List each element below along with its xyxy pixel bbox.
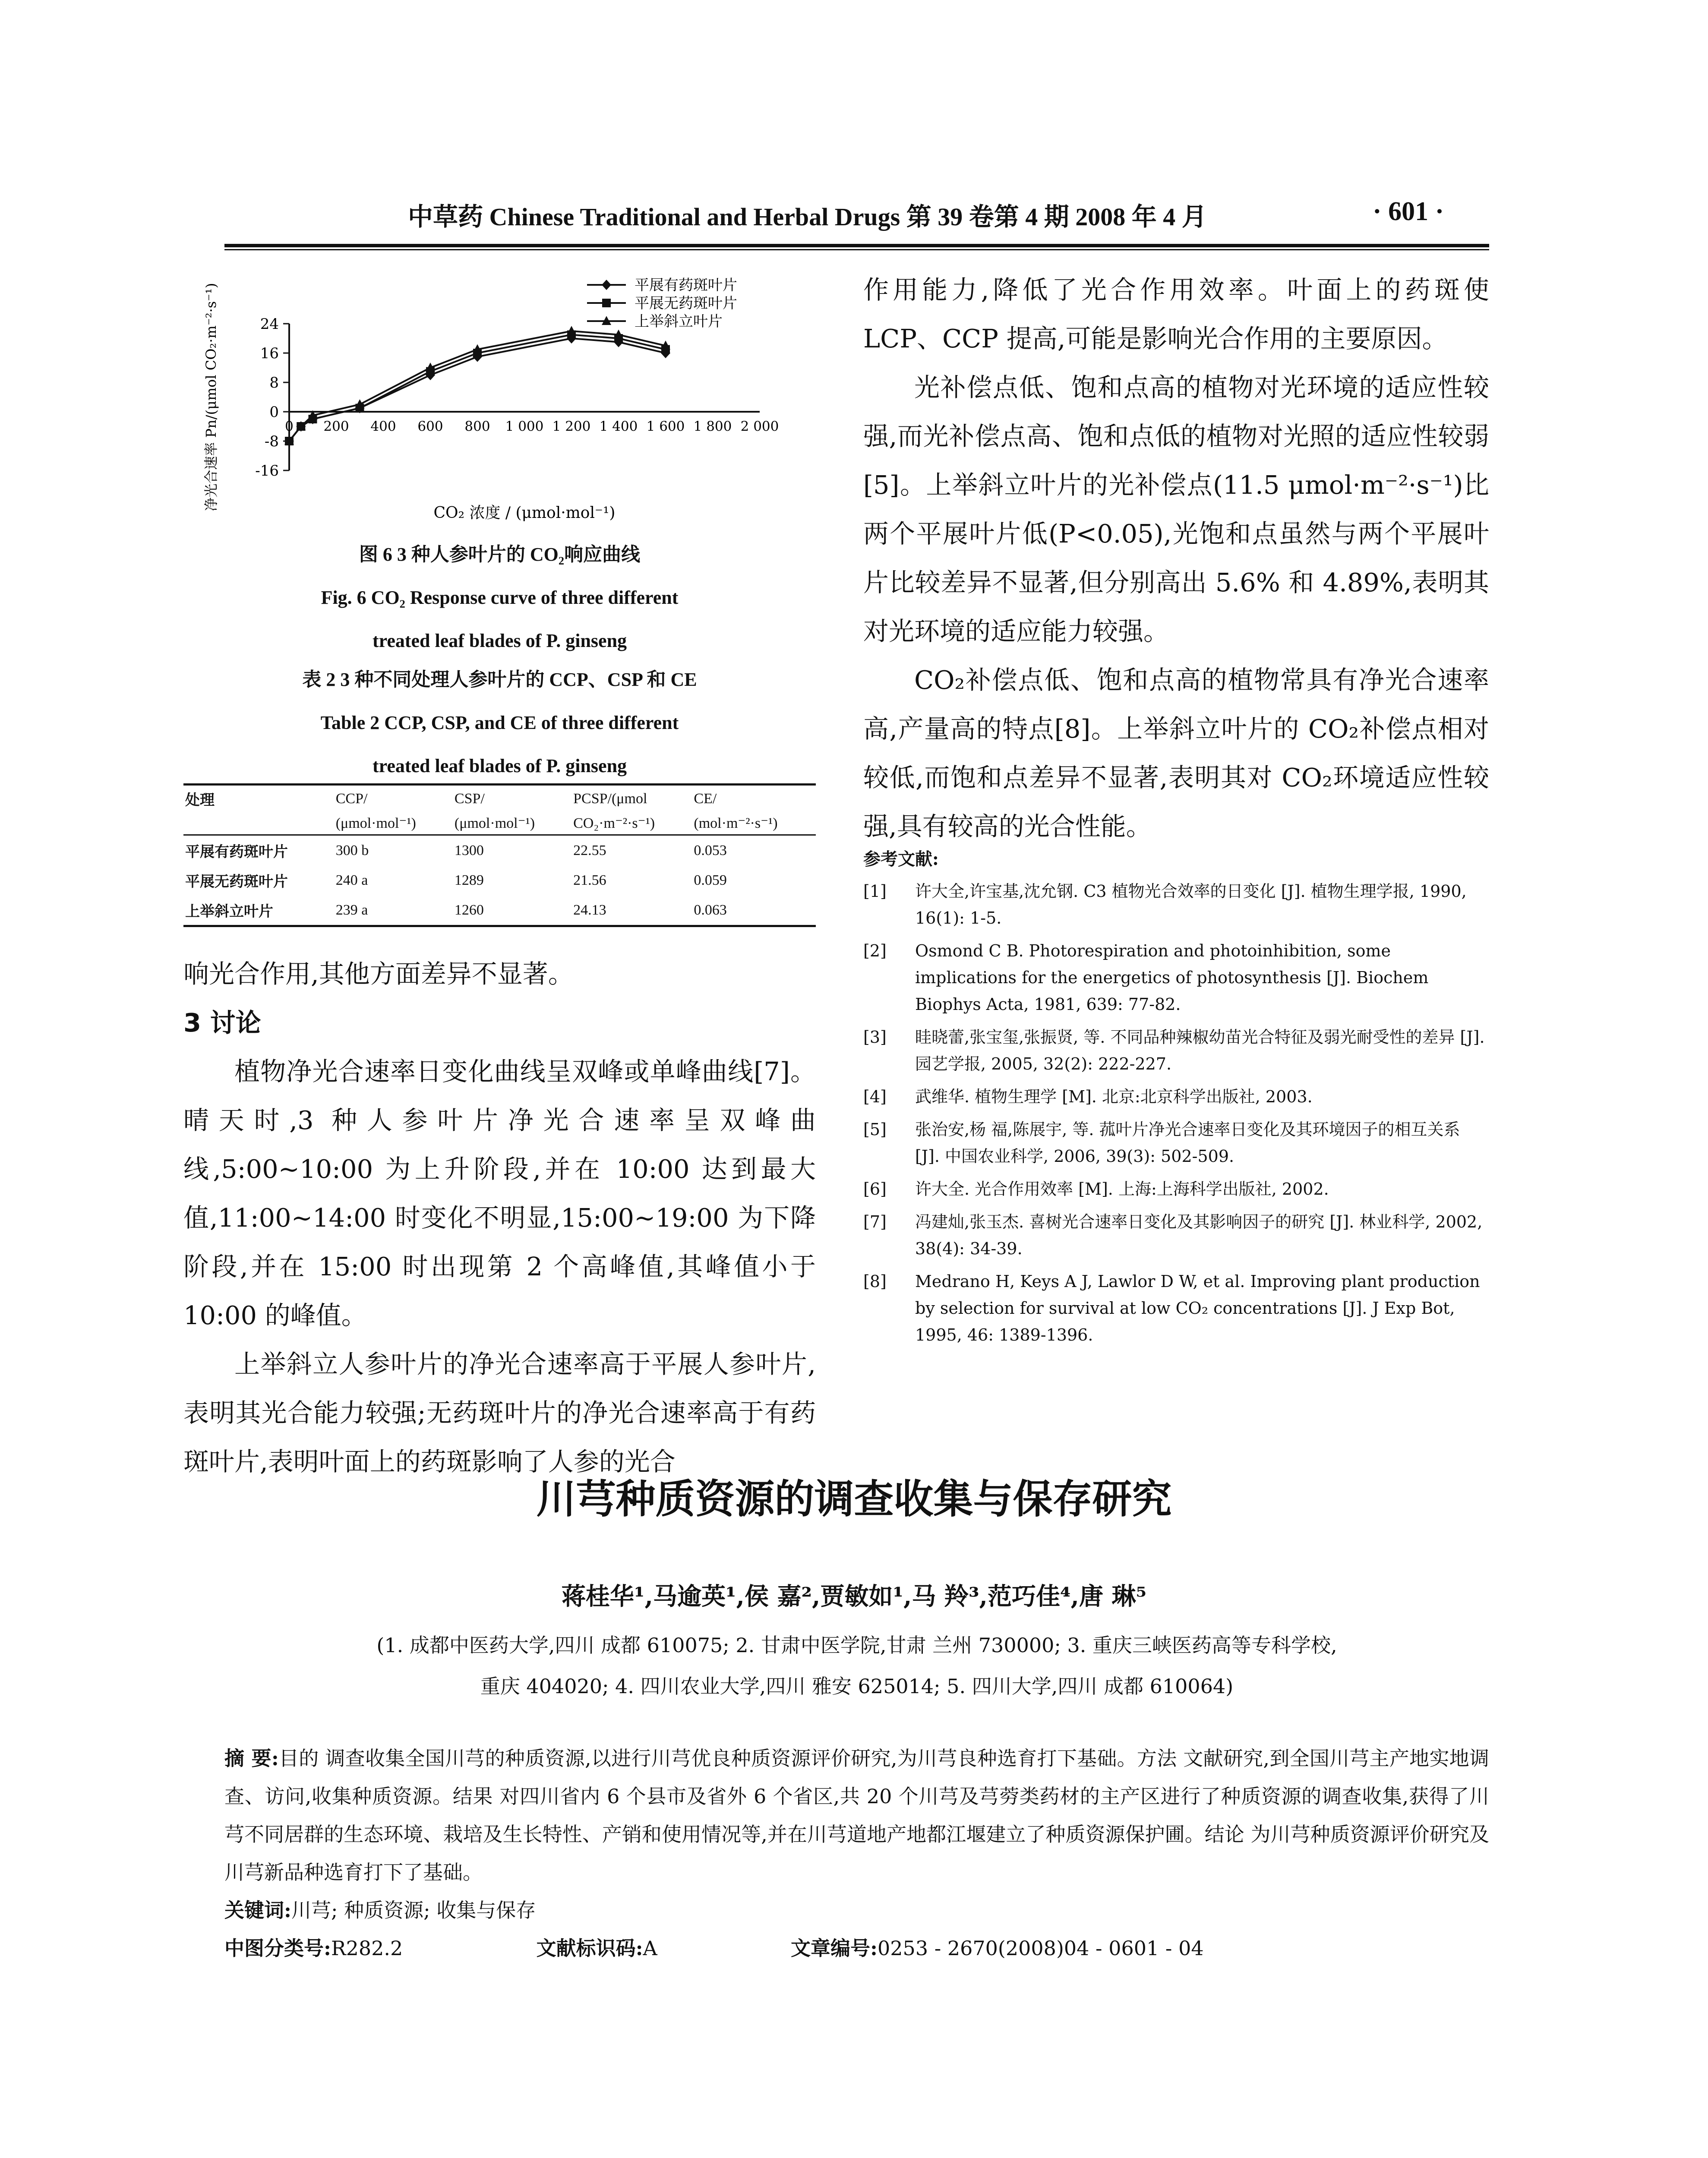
x-axis-label: CO₂ 浓度 / (μmol·mol⁻¹) [433, 504, 616, 522]
affiliation-line: 重庆 404020; 4. 四川农业大学,四川 雅安 625014; 5. 四川大学,四川 成都 610064) [480, 1675, 1234, 1698]
x-tick-label: 400 [370, 419, 396, 434]
x-tick-label: 1 200 [552, 419, 591, 434]
table-row [183, 895, 816, 926]
class-label: 中图分类号: [224, 1937, 331, 1960]
table-row [183, 835, 816, 866]
reference-text: 冯建灿,张玉杰. 喜树光合速率日变化及其影响因子的研究 [J]. 林业科学, 2002, 38(4): 34-39. [915, 1212, 1483, 1258]
article-affiliations [224, 1625, 1489, 1707]
x-tick-label: 1 800 [693, 419, 732, 434]
table-cell: 0.059 [694, 872, 727, 888]
table-2-caption [183, 658, 816, 788]
table-subheader-cell: (mol·m⁻²·s⁻¹) [694, 815, 778, 831]
table-cell: 上举斜立叶片 [185, 904, 273, 920]
table-header-cell: 处理 [185, 792, 215, 808]
reference-number: [8] [863, 1272, 887, 1291]
reference-number: [1] [863, 882, 887, 901]
doc-code-label: 文献标识码: [536, 1937, 643, 1960]
table-cell: 239 a [335, 902, 368, 918]
paragraph: 光补偿点低、饱和点高的植物对光环境的适应性较强,而光补偿点高、饱和点低的植物对光照的适应性较弱[5]。上举斜立叶片的光补偿点(11.5 μmol·m⁻²·s⁻¹)比两个平展叶片低(P<0.05),光饱和点虽然与两个平展叶片比较差异不显著,但分别高出 5.6% 和 4.89%,表明其对光环境的适应能力较强。 [863, 372, 1489, 646]
reference-number: [3] [863, 1028, 887, 1047]
reference-item [863, 878, 1489, 931]
y-tick-label: -8 [264, 433, 279, 450]
x-tick-label: 0 [285, 419, 294, 434]
y-tick-label: 0 [269, 404, 279, 421]
paragraph: 作用能力,降低了光合作用效率。叶面上的药斑使 LCP、CCP 提高,可能是影响光合作用的主要原因。 [863, 275, 1489, 353]
article-authors: 蒋桂华¹,马逾英¹,侯 嘉²,贾敏如¹,马 羚³,范巧佳⁴,唐 琳⁵ [561, 1582, 1147, 1611]
x-tick-label: 2 000 [740, 419, 779, 434]
reference-text: 张治安,杨 福,陈展宇, 等. 菰叶片净光合速率日变化及其环境因子的相互关系 [J]. 中国农业科学, 2006, 39(3): 502-509. [915, 1120, 1460, 1166]
y-tick-label: 16 [260, 345, 279, 362]
reference-item [863, 1208, 1489, 1262]
affiliation-line: (1. 成都中医药大学,四川 成都 610075; 2. 甘肃中医学院,甘肃 兰州 730000; 3. 重庆三峡医药高等专科学校, [376, 1634, 1337, 1657]
reference-number: [7] [863, 1212, 887, 1231]
table-cell: 300 b [335, 842, 369, 858]
paragraph: 植物净光合速率日变化曲线呈双峰或单峰曲线[7]。晴天时,3 种人参叶片净光合速率呈双峰曲线,5:00~10:00 为上升阶段,并在 10:00 达到最大值,11:00~14:00 时变化不明显,15:00~19:00 为下降阶段,并在 15:00 时出现第 2 个高峰值,其峰值小于 10:00 的峰值。 [183, 1057, 816, 1330]
table-cell: 240 a [335, 872, 368, 888]
reference-text: 眭晓蕾,张宝玺,张振贤, 等. 不同品种辣椒幼苗光合特征及弱光耐受性的差异 [J]. 园艺学报, 2005, 32(2): 222-227. [915, 1028, 1485, 1073]
figure-6-caption [183, 533, 816, 663]
y-axis-label: 净光合速率 Pn/(μmol CO₂·m⁻²·s⁻¹) [203, 283, 219, 511]
x-tick-label: 1 600 [646, 419, 685, 434]
reference-item [863, 1176, 1489, 1202]
y-tick-label: -16 [255, 462, 279, 480]
y-tick-label: 24 [260, 315, 279, 333]
table-cell: 24.13 [573, 902, 606, 918]
journal-header: 中草药 Chinese Traditional and Herbal Drugs 第 39 卷第 4 期 2008 年 4 月 [408, 203, 1207, 231]
x-tick-label: 800 [464, 419, 490, 434]
doc-code-value: A [643, 1937, 657, 1960]
class-value: R282.2 [331, 1937, 403, 1960]
table-cell: 1300 [454, 842, 484, 858]
article-number-value: 0253 - 2670(2008)04 - 0601 - 04 [878, 1937, 1204, 1960]
table-header-cell: CSP/ [454, 790, 485, 807]
table-subheader-row [183, 812, 816, 835]
keywords-text: 川芎; 种质资源; 收集与保存 [291, 1899, 536, 1922]
x-tick-label: 1 000 [505, 419, 544, 434]
table-cell: 1289 [454, 872, 484, 888]
legend-label: 上举斜立叶片 [635, 313, 723, 330]
reference-item [863, 1083, 1489, 1110]
reference-text: 武维华. 植物生理学 [M]. 北京:北京科学出版社, 2003. [915, 1087, 1313, 1106]
table-header-cell: PCSP/(μmol [573, 790, 647, 807]
legend-marker [602, 280, 611, 290]
reference-number: [6] [863, 1180, 887, 1199]
article-title: 川芎种质资源的调查收集与保存研究 [536, 1476, 1172, 1522]
reference-number: [4] [863, 1087, 887, 1106]
abstract-label: 摘 要: [224, 1747, 279, 1770]
table-cell: 1260 [454, 902, 484, 918]
y-tick-label: 8 [269, 374, 279, 391]
reference-text: 许大全. 光合作用效率 [M]. 上海:上海科学出版社, 2002. [915, 1180, 1329, 1199]
header-rule-thin [224, 249, 1489, 250]
table-cell: 平展有药斑叶片 [185, 844, 288, 860]
keywords [224, 1891, 1489, 1929]
article-number-label: 文章编号: [791, 1937, 878, 1960]
table-2 [183, 783, 816, 927]
references-title: 参考文献: [863, 849, 939, 869]
legend-marker [602, 299, 611, 307]
legend-label: 平展无药斑叶片 [635, 295, 737, 312]
table-2-caption-cn: 表 2 3 种不同处理人参叶片的 CCP、CSP 和 CE [302, 669, 697, 690]
table-subheader-cell: CO₂·m⁻²·s⁻¹) [573, 815, 655, 831]
table-2-caption-en1: Table 2 CCP, CSP, and CE of three different [320, 712, 679, 733]
table-header-cell: CE/ [694, 790, 717, 807]
paragraph: CO₂补偿点低、饱和点高的植物常具有净光合速率高,产量高的特点[8]。上举斜立叶片的 CO₂补偿点相对较低,而饱和点差异不显著,表明其对 CO₂环境适应性较强,具有较高的光合性能。 [863, 665, 1489, 841]
table-subheader-cell: (μmol·mol⁻¹) [454, 815, 535, 831]
classification-line [224, 1929, 1489, 1967]
x-tick-label: 1 400 [599, 419, 638, 434]
paragraph-continued: 响光合作用,其他方面差异不显著。 [183, 959, 574, 989]
x-tick-label: 200 [323, 419, 349, 434]
table-subheader-cell: (μmol·mol⁻¹) [335, 815, 416, 831]
paragraph: 上举斜立人参叶片的净光合速率高于平展人参叶片,表明其光合能力较强;无药斑叶片的净光合速率高于有药斑叶片,表明叶面上的药斑影响了人参的光合 [183, 1349, 816, 1477]
reference-number: [5] [863, 1120, 887, 1139]
left-column-text [183, 950, 816, 1486]
table-cell: 平展无药斑叶片 [185, 874, 288, 890]
abstract-block [224, 1739, 1489, 1967]
legend-label: 平展有药斑叶片 [635, 277, 737, 294]
abstract [224, 1739, 1489, 1891]
table-cell: 21.56 [573, 872, 606, 888]
reference-item [863, 1024, 1489, 1077]
abstract-text: 目的 调查收集全国川芎的种质资源,以进行川芎优良种质资源评价研究,为川芎良种选育打下基础。方法 文献研究,到全国川芎主产地实地调查、访问,收集种质资源。结果 对四川省内 6 个县市及省外 6 个省区,共 20 个川芎及芎䓖类药材的主产区进行了种质资源的调查收集,获得了川芎不同居群的生态环境、栽培及生长特性、产销和使用情况等,并在川芎道地产地都江堰建立了种质资源保护圃。结论 为川芎种质资源评价研究及川芎新品种选育打下了基础。 [224, 1747, 1489, 1884]
header-rule [224, 244, 1489, 247]
table-subheader-cell [183, 812, 334, 835]
reference-number: [2] [863, 941, 887, 960]
reference-item [863, 1116, 1489, 1170]
references-section [863, 846, 1489, 1354]
figure-6-chart [190, 272, 829, 522]
page-number: · 601 · [1373, 197, 1444, 226]
keywords-label: 关键词: [224, 1899, 291, 1922]
running-header [0, 196, 1708, 235]
right-column-text [863, 265, 1489, 851]
table-cell: 0.063 [694, 902, 727, 918]
table-cell: 0.053 [694, 842, 727, 858]
reference-item [863, 937, 1489, 1018]
figure-6-caption-cn: 图 6 3 种人参叶片的 CO₂响应曲线 [359, 544, 641, 565]
reference-text: 许大全,许宝基,沈允钢. C3 植物光合效率的日变化 [J]. 植物生理学报, 1990, 16(1): 1-5. [915, 882, 1467, 928]
reference-text: Medrano H, Keys A J, Lawlor D W, et al. Improving plant production by selection for survival at low CO₂ concentrations [J]. J Exp Bot, 1995, 46: 1389-1396. [915, 1272, 1480, 1344]
table-2-caption-en2: treated leaf blades of P. ginseng [372, 755, 627, 776]
section-heading-discussion: 3 讨论 [183, 1008, 261, 1038]
table-header-cell: CCP/ [335, 790, 368, 807]
x-tick-label: 600 [417, 419, 443, 434]
figure-6-caption-en2: treated leaf blades of P. ginseng [372, 630, 627, 651]
table-row [183, 865, 816, 895]
reference-text: Osmond C B. Photorespiration and photoinhibition, some implications for the energetics of photosynthesis [J]. Biochem Biophys Acta, 1981, 639: 77-82. [915, 941, 1429, 1014]
table-cell: 22.55 [573, 842, 606, 858]
reference-item [863, 1268, 1489, 1348]
table-header-row [183, 785, 816, 812]
figure-6-caption-en1: Fig. 6 CO₂ Response curve of three different [321, 587, 679, 608]
